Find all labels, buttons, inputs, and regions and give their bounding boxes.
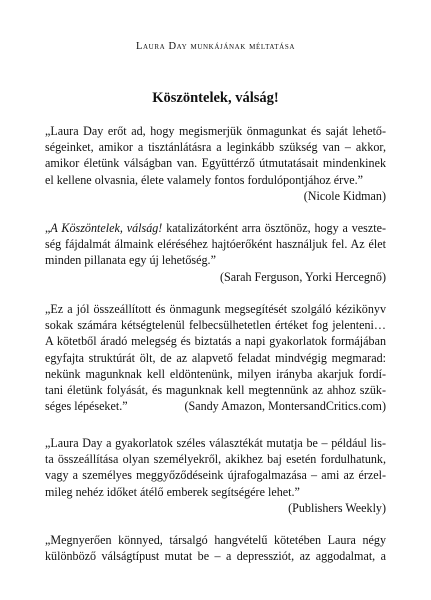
blurb-quote-3	[45, 301, 386, 414]
quote-line: tani életünk folyását, és magunknak kell megtennünk az ahhoz szük-	[45, 383, 386, 398]
quote-line: el kellene olvasnia, élete valamely fontos fordulópontjához érve.”	[45, 172, 364, 187]
quote-line	[45, 220, 386, 236]
quote-line: sokak számára kétségtelenül felbecsülhetetlen értéket fog jelenteni…	[45, 318, 386, 333]
quote-line: mileg nehéz időket átélő emberek segítségére lehet.”	[45, 484, 300, 499]
blurb-quote-2	[45, 220, 386, 285]
quote-line: séges lépéseket.”	[45, 399, 128, 414]
quote-attribution: (Nicole Kidman)	[303, 188, 386, 203]
quote-line: minden pillanata egy új lehetőség.”	[45, 253, 216, 268]
quote-line: különböző válságtípust mutat be – a depressziót, az aggodalmat, a	[45, 549, 386, 564]
quote-line: „Megnyerően könnyed, társalgó hangvételű kötetében Laura négy	[45, 533, 386, 547]
quote-line: vagy a személyes meggyőződéseink újrafogalmazása – ami az érzel-	[45, 468, 386, 483]
quote-line: ta összeállítása olyan személyekről, akikhez baj esetén fordulhatunk,	[45, 452, 386, 467]
quote-line: „Laura Day erőt ad, hogy megismerjük önmagunkat és saját lehető-	[45, 124, 386, 138]
blurb-quote-4	[45, 435, 386, 516]
quote-line: ségeinket, amikor a tisztánlátásra a leginkább szükség van – akkor,	[45, 140, 386, 155]
blurb-quote-1	[45, 123, 386, 204]
quote-attribution: (Sandy Amazon, MontersandCritics.com)	[184, 399, 386, 414]
quote-text: katalizátorként arra ösztönöz, hogy a veszte-	[162, 221, 386, 235]
quote-line: egyfajta struktúrát ölt, de az alapvető feladat mindvégig megmarad:	[45, 350, 386, 365]
quote-attribution: (Sarah Ferguson, Yorki Hercegnő)	[219, 269, 386, 284]
running-head: Laura Day munkájának méltatása	[136, 41, 295, 52]
quote-line: A kötetből áradó melegség és biztatás a napi gyakorlatok formájában	[45, 334, 386, 349]
quote-line: amikor életünk válságban van. Együttérző útmutatásait mindenkinek	[45, 156, 386, 171]
quote-line: „Ez a jól összeállított és önmagunk megsegítését szolgáló kézikönyv	[45, 302, 386, 316]
quote-line: nekünk magunknak kell eldöntenünk, milyen irányba akarjuk fordí-	[45, 366, 386, 381]
page-title: Köszöntelek, válság!	[152, 90, 279, 106]
open-quote-mark: „	[45, 221, 51, 235]
quote-line: „Laura Day a gyakorlatok széles választékát mutatja be – például lis-	[45, 436, 386, 450]
book-title-italic: A Köszöntelek, válság!	[50, 221, 163, 235]
quote-attribution: (Publishers Weekly)	[288, 500, 386, 515]
blurb-quote-5	[45, 532, 386, 564]
quote-line: ség fájdalmát álmaink eléréséhez hajtóerőként használjuk fel. Az élet	[45, 237, 386, 252]
